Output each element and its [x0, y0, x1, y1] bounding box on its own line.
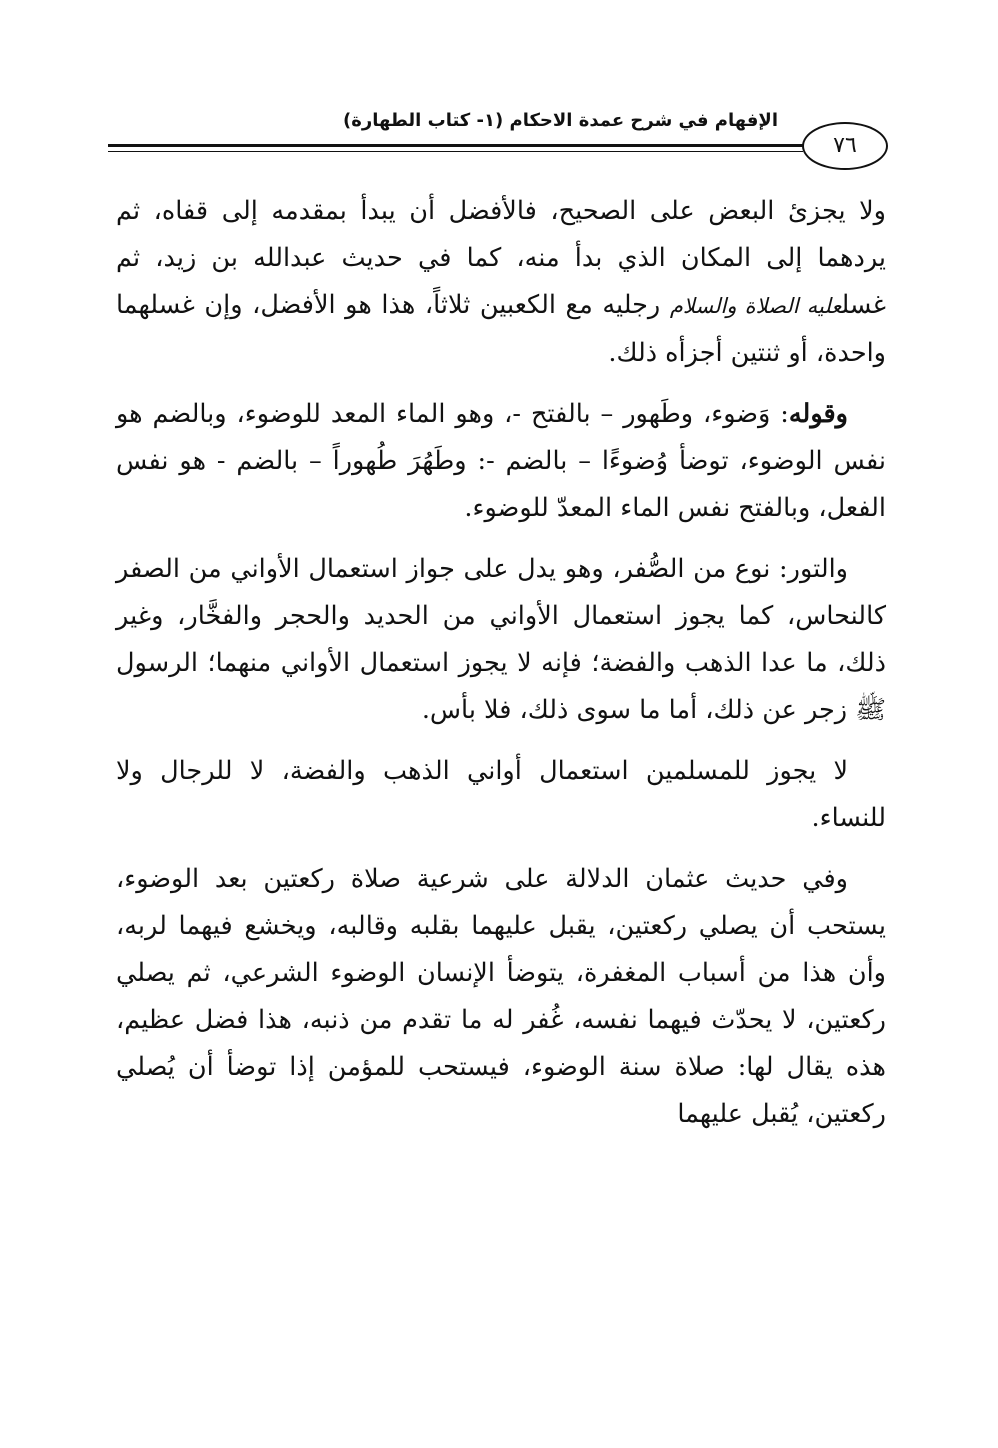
header-rule [108, 144, 803, 152]
text-run: وفي حديث عثمان الدلالة على شرعية صلاة ركعتين بعد الوضوء، يستحب أن يصلي ركعتين، يقبل عليهما بقلبه وقالبه، ويخشع فيهما لربه، وأن هذا من أسباب المغفرة، يتوضأ الإنسان الوضوء الشرعي، ثم يصلي ركعتين، لا يحدّث فيهما نفسه، غُفر له ما تقدم من ذنبه، هذا فضل عظيم، هذه يقال لها: صلاة سنة الوضوء، فيستحب للمؤمن إذا توضأ أن يُصلي ركعتين، يُقبل عليهما [116, 864, 886, 1129]
text-run: رجليه مع الكعبين ثلاثاً، هذا هو الأفضل، وإن غسلهما واحدة، أو ثنتين أجزأه ذلك. [116, 290, 886, 368]
text-run: والتور: نوع من الصُّفر، وهو يدل على جواز استعمال الأواني من الصفر كالنحاس، كما يجوز استعمال الأواني من الحديد والحجر والفخَّار، وغير ذلك، ما عدا الذهب والفضة؛ فإنه لا يجوز استعمال الأواني منهما؛ الرسول ﷺ زجر عن ذلك، أما ما سوى ذلك، فلا بأس. [116, 554, 886, 725]
paragraph-2 [116, 391, 886, 532]
body-text [116, 188, 886, 1152]
paragraph-5 [116, 856, 886, 1138]
text-run: : وَضوء، وطَهور – بالفتح -، وهو الماء المعد للوضوء، وبالضم هو نفس الوضوء، توضأ وُضوءًا – بالضم -: وطَهُرَ طُهوراً – بالضم - هو نفس الفعل، وبالفتح نفس الماء المعدّ للوضوء. [116, 399, 886, 523]
lead-word: وقوله [788, 399, 848, 429]
paragraph-3 [116, 546, 886, 734]
paragraph-4 [116, 748, 886, 842]
header-title: الإفهام في شرح عمدة الاحكام (١- كتاب الطهارة) [343, 110, 778, 131]
running-header [108, 96, 888, 186]
honorific-phrase: عليه الصلاة والسلام [669, 294, 842, 318]
paragraph-1 [116, 188, 886, 377]
text-run: ولا يجزئ البعض على الصحيح، فالأفضل أن يبدأ بمقدمه إلى قفاه، ثم يردهما إلى المكان الذي بدأ منه، كما في حديث عبدالله بن زيد، ثم غسل [116, 196, 886, 320]
page-number-badge: ٧٦ [802, 122, 888, 170]
text-run: لا يجوز للمسلمين استعمال أواني الذهب والفضة، لا للرجال ولا للنساء. [116, 756, 886, 833]
